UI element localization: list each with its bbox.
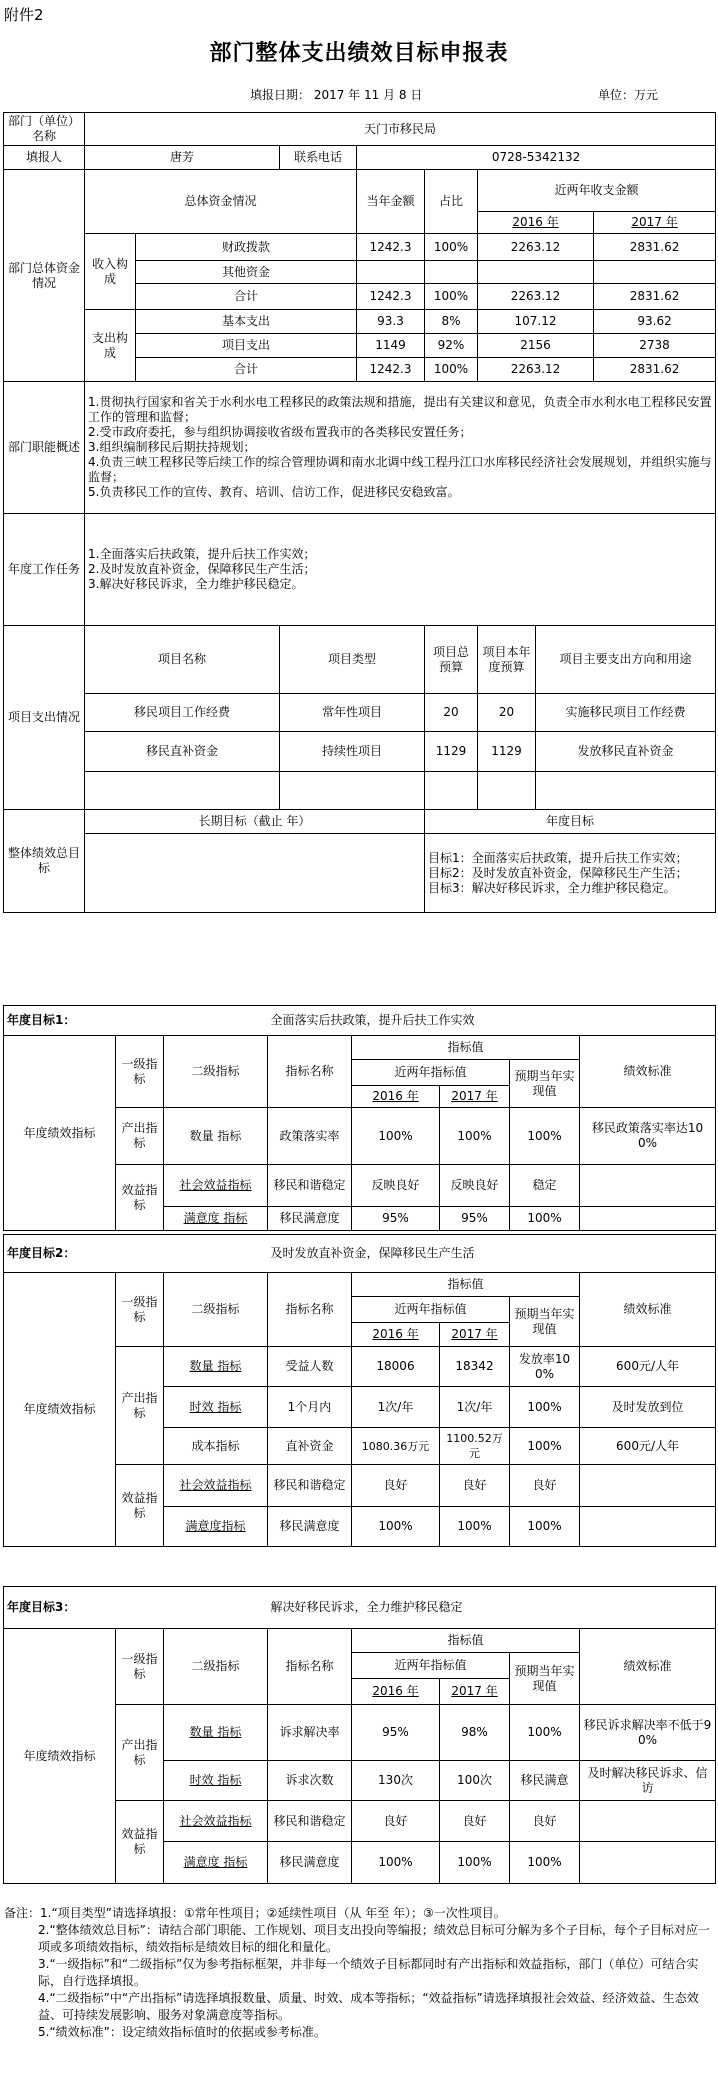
task-text xyxy=(85,514,716,626)
note-line: 2.“整体绩效总目标”：请结合部门职能、工作规划、项目支出投向等编报；绩效总目标可分解为多个子目标，每个子目标对应一项或多项绩效指标，绩效指标是绩效目标的细化和量化。 xyxy=(38,1923,710,1954)
ind-l2: 满意度 指标 xyxy=(164,1842,268,1884)
funds-row-y2 xyxy=(594,261,716,284)
unit-label: 单位：万元 xyxy=(598,88,659,102)
overall-year-header: 年度目标 xyxy=(425,810,716,834)
recent-header: 近两年指标值 xyxy=(352,1060,510,1086)
output-label: 产出指标 xyxy=(116,1347,164,1465)
ind-l2: 数量 指标 xyxy=(164,1108,268,1165)
ind-l2: 社会效益指标 xyxy=(164,1465,268,1507)
ind-exp: 100% xyxy=(510,1507,580,1547)
task-line: 2.及时发放直补资金，保障移民生产生活； xyxy=(88,562,316,576)
ind-l2: 满意度 指标 xyxy=(164,1207,268,1231)
page-title: 部门整体支出绩效目标申报表 xyxy=(209,41,509,66)
ind-y2: 95% xyxy=(440,1207,510,1231)
funds-year2: 2017 年 xyxy=(594,212,716,234)
goal1-text: 全面落实后扶政策，提升后扶工作实效 xyxy=(268,1006,716,1036)
name-header: 指标名称 xyxy=(268,1273,352,1347)
task-label: 年度工作任务 xyxy=(4,514,85,626)
effect-label: 效益指标 xyxy=(116,1165,164,1231)
year1-header: 2016 年 xyxy=(352,1323,440,1347)
income-label: 收入构成 xyxy=(85,234,136,310)
std-header: 绩效标准 xyxy=(580,1629,716,1705)
ind-name: 诉求解决率 xyxy=(268,1705,352,1761)
ind-y1: 良好 xyxy=(352,1801,440,1842)
goal3-text: 解决好移民诉求，全力维护移民稳定 xyxy=(268,1587,716,1629)
ind-y2: 良好 xyxy=(440,1465,510,1507)
fill-info-row xyxy=(0,86,718,104)
proj-header-type: 项目类型 xyxy=(280,626,425,694)
funds-row-name: 财政拨款 xyxy=(136,234,357,261)
recent-header: 近两年指标值 xyxy=(352,1653,510,1679)
ind-name: 移民满意度 xyxy=(268,1207,352,1231)
proj-cell: 实施移民项目工作经费 xyxy=(536,694,716,732)
proj-cell: 持续性项目 xyxy=(280,732,425,772)
funds-section-label: 部门总体资金情况 xyxy=(4,170,85,382)
ind-l2: 时效 指标 xyxy=(164,1387,268,1428)
expense-label: 支出构成 xyxy=(85,310,136,382)
output-label: 产出指标 xyxy=(116,1108,164,1165)
funds-row-y1: 2263.12 xyxy=(478,358,594,382)
ind-std xyxy=(580,1465,716,1507)
ind-exp: 发放率100% xyxy=(510,1347,580,1387)
std-header: 绩效标准 xyxy=(580,1036,716,1108)
funds-row-cur: 1149 xyxy=(357,334,425,358)
funds-row-y1: 107.12 xyxy=(478,310,594,334)
goal3-table xyxy=(3,1586,716,1884)
year1-header: 2016 年 xyxy=(352,1679,440,1705)
proj-cell: 发放移民直补资金 xyxy=(536,732,716,772)
funds-row-cur xyxy=(357,261,425,284)
note-line: 5.“绩效标准”：设定绩效指标值时的依据或参考标准。 xyxy=(38,2025,326,2039)
funds-row-cur: 1242.3 xyxy=(357,284,425,310)
expect-header: 预期当年实现值 xyxy=(510,1653,580,1705)
funds-row-name: 合计 xyxy=(136,284,357,310)
ind-y1: 100% xyxy=(352,1507,440,1547)
funds-cur-header: 当年金额 xyxy=(357,170,425,234)
funds-ratio-header: 占比 xyxy=(425,170,478,234)
ind-std: 移民政策落实率达100% xyxy=(580,1108,716,1165)
dept-label: 部门（单位）名称 xyxy=(4,113,85,146)
l1-header: 一级指标 xyxy=(116,1273,164,1347)
ind-name: 移民满意度 xyxy=(268,1842,352,1884)
year2-header: 2017 年 xyxy=(440,1679,510,1705)
funds-row-y2: 2831.62 xyxy=(594,358,716,382)
l1-header: 一级指标 xyxy=(116,1629,164,1705)
phone-label: 联系电话 xyxy=(280,146,357,170)
ind-exp: 移民满意 xyxy=(510,1761,580,1801)
ind-y1: 95% xyxy=(352,1207,440,1231)
ind-l2: 社会效益指标 xyxy=(164,1165,268,1207)
duty-line: 2.受市政府委托，参与组织协调接收省级布置我市的各类移民安置任务； xyxy=(88,425,472,439)
ind-l2: 满意度指标 xyxy=(164,1507,268,1547)
output-label: 产出指标 xyxy=(116,1705,164,1801)
ind-name: 移民和谐稳定 xyxy=(268,1165,352,1207)
overall-label: 整体绩效总目标 xyxy=(4,810,85,913)
overall-year-goals xyxy=(425,834,716,913)
ind-exp: 100% xyxy=(510,1207,580,1231)
ind-y2: 1次/年 xyxy=(440,1387,510,1428)
ind-exp: 100% xyxy=(510,1842,580,1884)
effect-label: 效益指标 xyxy=(116,1465,164,1547)
ind-y1: 18006 xyxy=(352,1347,440,1387)
year2-header: 2017 年 xyxy=(440,1323,510,1347)
duty-label: 部门职能概述 xyxy=(4,382,85,514)
ind-y1: 95% xyxy=(352,1705,440,1761)
ind-y1: 100% xyxy=(352,1108,440,1165)
funds-row-ratio xyxy=(425,261,478,284)
ind-exp: 良好 xyxy=(510,1465,580,1507)
proj-cell: 常年性项目 xyxy=(280,694,425,732)
goal2-label: 年度目标2： xyxy=(4,1235,268,1273)
ind-y1: 反映良好 xyxy=(352,1165,440,1207)
ind-name: 政策落实率 xyxy=(268,1108,352,1165)
year2-header: 2017 年 xyxy=(440,1086,510,1108)
duty-text xyxy=(85,382,716,514)
ind-exp: 100% xyxy=(510,1705,580,1761)
goal3-label: 年度目标3： xyxy=(4,1587,268,1629)
proj-cell: 1129 xyxy=(425,732,478,772)
goal1-table xyxy=(3,1005,716,1231)
name-header: 指标名称 xyxy=(268,1036,352,1108)
note-line: 4.“二级指标”中“产出指标”请选择填报数量、质量、时效、成本等指标；“效益指标”请选择填报社会效益、经济效益、生态效益、可持续发展影响、服务对象满意度等指标。 xyxy=(38,1991,699,2022)
notes xyxy=(4,1905,714,2041)
funds-total-header: 总体资金情况 xyxy=(85,170,357,234)
ind-y2: 18342 xyxy=(440,1347,510,1387)
ind-std xyxy=(580,1165,716,1207)
ind-std: 600元/人年 xyxy=(580,1428,716,1465)
ind-exp: 良好 xyxy=(510,1801,580,1842)
funds-row-ratio: 100% xyxy=(425,284,478,310)
ind-name: 移民和谐稳定 xyxy=(268,1801,352,1842)
name-header: 指标名称 xyxy=(268,1629,352,1705)
funds-row-y2: 2831.62 xyxy=(594,284,716,310)
ind-name: 移民和谐稳定 xyxy=(268,1465,352,1507)
ind-y1: 130次 xyxy=(352,1761,440,1801)
overall-goal-line: 目标2：及时发放直补资金，保障移民生产生活； xyxy=(428,865,688,880)
ind-name: 受益人数 xyxy=(268,1347,352,1387)
fill-date: 填报日期： 2017 年 11 月 8 日 xyxy=(250,88,423,102)
ind-y2: 100% xyxy=(440,1507,510,1547)
overall-goal-line: 目标3：解决好移民诉求，全力维护移民稳定。 xyxy=(428,880,676,895)
annex-label: 附件2 xyxy=(4,6,44,24)
ind-y2: 100次 xyxy=(440,1761,510,1801)
dept-value: 天门市移民局 xyxy=(85,113,716,146)
ind-l2: 社会效益指标 xyxy=(164,1801,268,1842)
funds-row-name: 其他资金 xyxy=(136,261,357,284)
note-line: 3.“一级指标”和“二级指标”仅为参考指标框架，并非每一个绩效子目标都同时有产出指标和效益指标，部门（单位）可结合实际，自行选择填报。 xyxy=(38,1957,699,1988)
funds-row-y1: 2263.12 xyxy=(478,284,594,310)
funds-row-cur: 1242.3 xyxy=(357,358,425,382)
recent-header: 近两年指标值 xyxy=(352,1297,510,1323)
ind-exp: 100% xyxy=(510,1108,580,1165)
goal2-text: 及时发放直补资金，保障移民生产生活 xyxy=(268,1235,716,1273)
ind-std: 移民诉求解决率不低于90% xyxy=(580,1705,716,1761)
funds-row-y2: 2831.62 xyxy=(594,234,716,261)
effect-label: 效益指标 xyxy=(116,1801,164,1884)
ind-name: 直补资金 xyxy=(268,1428,352,1465)
value-header: 指标值 xyxy=(352,1629,580,1653)
ind-y2: 100% xyxy=(440,1108,510,1165)
std-header: 绩效标准 xyxy=(580,1273,716,1347)
ind-y1: 100% xyxy=(352,1842,440,1884)
l2-header: 二级指标 xyxy=(164,1273,268,1347)
proj-cell: 移民项目工作经费 xyxy=(85,694,280,732)
proj-header-name: 项目名称 xyxy=(85,626,280,694)
ind-y2: 98% xyxy=(440,1705,510,1761)
goal1-label: 年度目标1： xyxy=(4,1006,268,1036)
funds-row-ratio: 8% xyxy=(425,310,478,334)
phone-value: 0728-5342132 xyxy=(357,146,716,170)
ind-std xyxy=(580,1507,716,1547)
overall-long-header: 长期目标（截止 年） xyxy=(85,810,425,834)
proj-cell: 移民直补资金 xyxy=(85,732,280,772)
ind-l2: 数量 指标 xyxy=(164,1705,268,1761)
duty-line: 4.负责三峡工程移民等后续工作的综合管理协调和南水北调中线工程丹江口水库移民经济社会发展规划，并组织实施与监督； xyxy=(88,455,712,484)
ind-name: 移民满意度 xyxy=(268,1507,352,1547)
funds-row-y1 xyxy=(478,261,594,284)
proj-header-use: 项目主要支出方向和用途 xyxy=(536,626,716,694)
duty-line: 1.贯彻执行国家和省关于水利水电工程移民的政策法规和措施，提出有关建议和意见，负责全市水利水电工程移民安置工作的管理和监督； xyxy=(88,395,712,424)
ind-name: 诉求次数 xyxy=(268,1761,352,1801)
ind-exp: 100% xyxy=(510,1387,580,1428)
funds-row-name: 基本支出 xyxy=(136,310,357,334)
ind-l2: 时效 指标 xyxy=(164,1761,268,1801)
proj-cell: 20 xyxy=(478,694,536,732)
ind-l2: 成本指标 xyxy=(164,1428,268,1465)
goal2-table xyxy=(3,1234,716,1547)
funds-row-ratio: 100% xyxy=(425,234,478,261)
funds-row-y1: 2156 xyxy=(478,334,594,358)
ind-std: 及时发放到位 xyxy=(580,1387,716,1428)
ind-y1: 1次/年 xyxy=(352,1387,440,1428)
perf-label: 年度绩效指标 xyxy=(4,1629,116,1884)
funds-row-cur: 1242.3 xyxy=(357,234,425,261)
funds-row-name: 项目支出 xyxy=(136,334,357,358)
ind-std xyxy=(580,1207,716,1231)
task-line: 1.全面落实后扶政策，提升后扶工作实效； xyxy=(88,547,316,561)
filler-value: 唐芳 xyxy=(85,146,280,170)
l1-header: 一级指标 xyxy=(116,1036,164,1108)
funds-row-y1: 2263.12 xyxy=(478,234,594,261)
ind-std xyxy=(580,1801,716,1842)
ind-y1: 1080.36万元 xyxy=(352,1428,440,1465)
funds-year1: 2016 年 xyxy=(478,212,594,234)
ind-exp: 稳定 xyxy=(510,1165,580,1207)
perf-label: 年度绩效指标 xyxy=(4,1036,116,1231)
ind-std xyxy=(580,1842,716,1884)
funds-row-ratio: 100% xyxy=(425,358,478,382)
main-form-table xyxy=(3,112,716,913)
proj-cell: 20 xyxy=(425,694,478,732)
perf-label: 年度绩效指标 xyxy=(4,1273,116,1547)
expect-header: 预期当年实现值 xyxy=(510,1297,580,1347)
duty-line: 5.负责移民工作的宣传、教育、培训、信访工作，促进移民安稳致富。 xyxy=(88,485,460,499)
proj-header-year: 项目本年度预算 xyxy=(478,626,536,694)
funds-row-cur: 93.3 xyxy=(357,310,425,334)
duty-line: 3.组织编制移民后期扶持规划； xyxy=(88,440,256,454)
ind-std: 及时解决移民诉求、信访 xyxy=(580,1761,716,1801)
proj-header-total: 项目总预算 xyxy=(425,626,478,694)
ind-l2: 数量 指标 xyxy=(164,1347,268,1387)
ind-y2: 反映良好 xyxy=(440,1165,510,1207)
note-line: 备注：1.“项目类型”请选择填报：①常年性项目；②延续性项目（从 年至 年）；③一次性项目。 xyxy=(4,1906,506,1920)
funds-row-ratio: 92% xyxy=(425,334,478,358)
funds-recent-header: 近两年收支金额 xyxy=(478,170,716,212)
ind-y1: 良好 xyxy=(352,1465,440,1507)
ind-y2: 良好 xyxy=(440,1801,510,1842)
ind-y2: 1100.52万元 xyxy=(440,1428,510,1465)
year1-header: 2016 年 xyxy=(352,1086,440,1108)
proj-cell: 1129 xyxy=(478,732,536,772)
value-header: 指标值 xyxy=(352,1273,580,1297)
value-header: 指标值 xyxy=(352,1036,580,1060)
task-line: 3.解决好移民诉求，全力维护移民稳定。 xyxy=(88,577,304,591)
funds-row-y2: 93.62 xyxy=(594,310,716,334)
ind-name: 1个月内 xyxy=(268,1387,352,1428)
overall-goal-line: 目标1：全面落实后扶政策，提升后扶工作实效； xyxy=(428,850,688,865)
l2-header: 二级指标 xyxy=(164,1629,268,1705)
ind-exp: 100% xyxy=(510,1428,580,1465)
funds-row-name: 合计 xyxy=(136,358,357,382)
ind-std: 600元/人年 xyxy=(580,1347,716,1387)
filler-label: 填报人 xyxy=(4,146,85,170)
funds-row-y2: 2738 xyxy=(594,334,716,358)
expect-header: 预期当年实现值 xyxy=(510,1060,580,1108)
proj-label: 项目支出情况 xyxy=(4,626,85,810)
l2-header: 二级指标 xyxy=(164,1036,268,1108)
ind-y2: 100% xyxy=(440,1842,510,1884)
